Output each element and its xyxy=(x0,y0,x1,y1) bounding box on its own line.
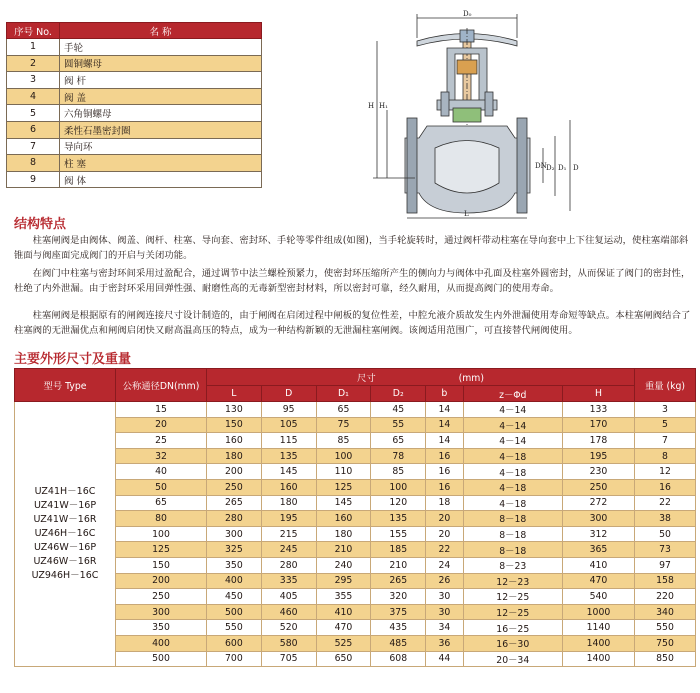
header-size-unit: (mm) xyxy=(458,373,484,384)
parts-row xyxy=(7,121,262,138)
subheader-cell: b xyxy=(426,386,464,402)
table-cell: 65 xyxy=(316,402,371,418)
paragraph-1: 柱塞闸阀是由阀体、阀盖、阀杆、柱塞、导向套、密封环、手轮等零件组成(如图)，当手轮旋转时，通过阀杆带动柱塞在导向套中上下往复运动，使柱塞端部斜锥面与阀座面完成阀门的开启与关闭功能。 xyxy=(14,235,689,262)
part-number: 9 xyxy=(7,171,60,188)
table-cell: 30 xyxy=(426,604,464,620)
table-cell: 405 xyxy=(261,589,316,605)
header-model: 型号 Type xyxy=(15,369,116,402)
table-cell: 250 xyxy=(116,589,207,605)
table-row xyxy=(15,448,696,464)
table-cell: 120 xyxy=(371,495,426,511)
table-cell: 130 xyxy=(207,402,262,418)
table-cell: 550 xyxy=(635,620,696,636)
parts-header-name: 名 称 xyxy=(60,23,262,39)
table-cell: 40 xyxy=(116,464,207,480)
table-row xyxy=(15,635,696,651)
part-name: 手轮 xyxy=(60,39,262,56)
table-cell: 22 xyxy=(635,495,696,511)
table-cell: 12－25 xyxy=(463,589,562,605)
table-cell: 525 xyxy=(316,635,371,651)
part-number: 7 xyxy=(7,138,60,155)
table-cell: 540 xyxy=(562,589,634,605)
subheader-cell: H xyxy=(562,386,634,402)
part-name: 导向环 xyxy=(60,138,262,155)
table-cell: 300 xyxy=(562,511,634,527)
table-cell: 265 xyxy=(207,495,262,511)
model-line: UZ41W－16R xyxy=(33,514,97,526)
table-cell: 150 xyxy=(207,417,262,433)
table-cell: 16 xyxy=(426,479,464,495)
dimensions-heading: 主要外形尺寸及重量 xyxy=(14,352,132,367)
table-cell: 230 xyxy=(562,464,634,480)
parts-header-no: 序号 No. xyxy=(7,23,60,39)
table-cell: 16－30 xyxy=(463,635,562,651)
table-cell: 750 xyxy=(635,635,696,651)
parts-row xyxy=(7,55,262,72)
parts-row xyxy=(7,138,262,155)
parts-table xyxy=(6,22,262,188)
table-cell: 272 xyxy=(562,495,634,511)
table-cell: 7 xyxy=(635,433,696,449)
table-cell: 18 xyxy=(426,495,464,511)
table-cell: 410 xyxy=(562,557,634,573)
table-cell: 8－18 xyxy=(463,511,562,527)
table-cell: 300 xyxy=(116,604,207,620)
table-cell: 115 xyxy=(261,433,316,449)
table-cell: 25 xyxy=(116,433,207,449)
parts-row xyxy=(7,72,262,89)
header-size-label: 尺寸 xyxy=(357,373,376,384)
table-cell: 375 xyxy=(371,604,426,620)
table-cell: 16 xyxy=(426,448,464,464)
table-cell: 195 xyxy=(261,511,316,527)
table-cell: 850 xyxy=(635,651,696,667)
table-cell: 435 xyxy=(371,620,426,636)
table-cell: 160 xyxy=(316,511,371,527)
table-cell: 245 xyxy=(261,542,316,558)
table-cell: 8－23 xyxy=(463,557,562,573)
table-cell: 200 xyxy=(116,573,207,589)
subheader-cell: D₁ xyxy=(316,386,371,402)
table-cell: 160 xyxy=(261,479,316,495)
table-cell: 20 xyxy=(426,511,464,527)
table-cell: 50 xyxy=(116,479,207,495)
table-cell: 12 xyxy=(635,464,696,480)
subheader-cell: L xyxy=(207,386,262,402)
label-d1: D₁ xyxy=(558,164,567,172)
table-cell: 320 xyxy=(371,589,426,605)
table-cell: 65 xyxy=(116,495,207,511)
table-cell: 45 xyxy=(371,402,426,418)
table-cell: 32 xyxy=(116,448,207,464)
table-cell: 8－18 xyxy=(463,526,562,542)
table-cell: 133 xyxy=(562,402,634,418)
model-line: UZ46H－16C xyxy=(34,528,96,540)
table-cell: 12－25 xyxy=(463,604,562,620)
parts-row xyxy=(7,88,262,105)
parts-row xyxy=(7,105,262,122)
table-cell: 100 xyxy=(316,448,371,464)
table-cell: 14 xyxy=(426,417,464,433)
part-number: 5 xyxy=(7,105,60,122)
valve-drawing xyxy=(365,8,590,220)
paragraph-2: 在阀门中柱塞与密封环间采用过盈配合，通过调节中法兰螺栓预紧力，使密封环压缩所产生的侧向力与阀体中孔面及柱塞外圆密封，从而保证了阀门的密封性，杜绝了内外泄漏。由于密封环采用回弹性强、耐磨性高的无毒新型密封材料，所以密封可靠，经久耐用，从而提高阀门的使用寿命。 xyxy=(14,268,691,295)
table-cell: 470 xyxy=(562,573,634,589)
table-cell: 460 xyxy=(261,604,316,620)
parts-row xyxy=(7,155,262,172)
table-cell: 14 xyxy=(426,433,464,449)
table-cell: 155 xyxy=(371,526,426,542)
table-cell: 8 xyxy=(635,448,696,464)
table-cell: 100 xyxy=(116,526,207,542)
table-cell: 22 xyxy=(426,542,464,558)
model-line: UZ41W－16P xyxy=(33,500,97,512)
table-cell: 4－18 xyxy=(463,479,562,495)
table-cell: 485 xyxy=(371,635,426,651)
part-number: 6 xyxy=(7,121,60,138)
structure-heading: 结构特点 xyxy=(14,217,67,232)
table-cell: 8－18 xyxy=(463,542,562,558)
table-cell: 135 xyxy=(371,511,426,527)
table-cell: 350 xyxy=(207,557,262,573)
label-h1: H₁ xyxy=(379,102,388,110)
table-cell: 4－18 xyxy=(463,495,562,511)
table-cell: 158 xyxy=(635,573,696,589)
table-cell: 365 xyxy=(562,542,634,558)
subheader-cell: D xyxy=(261,386,316,402)
table-cell: 65 xyxy=(371,433,426,449)
part-name: 阀 杆 xyxy=(60,72,262,89)
table-cell: 295 xyxy=(316,573,371,589)
label-dn: DN xyxy=(535,162,547,170)
part-number: 1 xyxy=(7,39,60,56)
table-cell: 75 xyxy=(316,417,371,433)
subheader-cell: z－Φd xyxy=(463,386,562,402)
table-cell: 4－14 xyxy=(463,417,562,433)
table-cell: 195 xyxy=(562,448,634,464)
table-cell: 608 xyxy=(371,651,426,667)
table-row xyxy=(15,433,696,449)
table-cell: 1400 xyxy=(562,635,634,651)
table-cell: 500 xyxy=(207,604,262,620)
table-cell: 325 xyxy=(207,542,262,558)
label-l: L xyxy=(464,210,469,218)
table-cell: 650 xyxy=(316,651,371,667)
table-cell: 85 xyxy=(371,464,426,480)
table-row xyxy=(15,495,696,511)
table-cell: 78 xyxy=(371,448,426,464)
label-h: H xyxy=(368,102,375,110)
table-cell: 30 xyxy=(426,589,464,605)
part-number: 2 xyxy=(7,55,60,72)
table-row xyxy=(15,542,696,558)
table-row xyxy=(15,402,696,418)
table-cell: 550 xyxy=(207,620,262,636)
table-cell: 350 xyxy=(116,620,207,636)
table-cell: 340 xyxy=(635,604,696,620)
table-cell: 400 xyxy=(207,573,262,589)
table-cell: 4－18 xyxy=(463,448,562,464)
table-cell: 180 xyxy=(316,526,371,542)
table-cell: 14 xyxy=(426,402,464,418)
table-cell: 73 xyxy=(635,542,696,558)
model-line: UZ41H－16C xyxy=(34,486,96,498)
table-cell: 185 xyxy=(371,542,426,558)
model-line: UZ46W－16R xyxy=(33,556,97,568)
header-weight: 重量 (kg) xyxy=(635,369,696,402)
table-row xyxy=(15,651,696,667)
table-cell: 125 xyxy=(316,479,371,495)
table-cell: 16－25 xyxy=(463,620,562,636)
table-cell: 100 xyxy=(371,479,426,495)
table-cell: 36 xyxy=(426,635,464,651)
table-cell: 1400 xyxy=(562,651,634,667)
table-cell: 355 xyxy=(316,589,371,605)
table-cell: 20 xyxy=(116,417,207,433)
table-cell: 85 xyxy=(316,433,371,449)
table-cell: 600 xyxy=(207,635,262,651)
label-d: D xyxy=(573,164,579,172)
table-cell: 400 xyxy=(116,635,207,651)
table-row xyxy=(15,511,696,527)
part-name: 柱 塞 xyxy=(60,155,262,172)
table-cell: 1000 xyxy=(562,604,634,620)
table-cell: 44 xyxy=(426,651,464,667)
table-cell: 280 xyxy=(261,557,316,573)
table-cell: 265 xyxy=(371,573,426,589)
part-number: 8 xyxy=(7,155,60,172)
table-row xyxy=(15,589,696,605)
table-cell: 500 xyxy=(116,651,207,667)
table-cell: 160 xyxy=(207,433,262,449)
table-row xyxy=(15,417,696,433)
table-cell: 580 xyxy=(261,635,316,651)
parts-row xyxy=(7,171,262,188)
table-cell: 220 xyxy=(635,589,696,605)
model-line: UZ946H－16C xyxy=(31,570,99,582)
table-cell: 1140 xyxy=(562,620,634,636)
table-cell: 180 xyxy=(207,448,262,464)
table-cell: 97 xyxy=(635,557,696,573)
table-row xyxy=(15,479,696,495)
label-d0: D₀ xyxy=(463,10,472,18)
table-cell: 110 xyxy=(316,464,371,480)
table-cell: 145 xyxy=(316,495,371,511)
table-cell: 280 xyxy=(207,511,262,527)
table-cell: 410 xyxy=(316,604,371,620)
table-cell: 312 xyxy=(562,526,634,542)
table-cell: 3 xyxy=(635,402,696,418)
table-cell: 38 xyxy=(635,511,696,527)
table-row xyxy=(15,604,696,620)
table-cell: 705 xyxy=(261,651,316,667)
table-cell: 55 xyxy=(371,417,426,433)
header-size xyxy=(207,369,635,386)
table-cell: 95 xyxy=(261,402,316,418)
table-row xyxy=(15,557,696,573)
model-list xyxy=(15,402,116,667)
table-cell: 16 xyxy=(426,464,464,480)
part-name: 柔性石墨密封圈 xyxy=(60,121,262,138)
part-number: 3 xyxy=(7,72,60,89)
table-cell: 335 xyxy=(261,573,316,589)
table-cell: 50 xyxy=(635,526,696,542)
model-line: UZ46W－16P xyxy=(33,542,97,554)
table-cell: 240 xyxy=(316,557,371,573)
table-row xyxy=(15,464,696,480)
label-d2: D₂ xyxy=(546,164,555,172)
table-cell: 215 xyxy=(261,526,316,542)
table-cell: 20－34 xyxy=(463,651,562,667)
table-cell: 34 xyxy=(426,620,464,636)
part-name: 六角铜螺母 xyxy=(60,105,262,122)
table-row xyxy=(15,620,696,636)
table-cell: 4－14 xyxy=(463,402,562,418)
part-name: 阀 盖 xyxy=(60,88,262,105)
table-cell: 125 xyxy=(116,542,207,558)
part-number: 4 xyxy=(7,88,60,105)
table-cell: 15 xyxy=(116,402,207,418)
table-cell: 26 xyxy=(426,573,464,589)
table-cell: 250 xyxy=(207,479,262,495)
table-cell: 135 xyxy=(261,448,316,464)
table-cell: 145 xyxy=(261,464,316,480)
table-cell: 300 xyxy=(207,526,262,542)
paragraph-3: 柱塞闸阀是根据原有的闸阀连接尺寸设计制造的，由于闸阀在启闭过程中闸板的复位性差，中腔允液介质故发生内外泄漏使用寿命短等缺点。本柱塞闸阀结合了柱塞阀的无泄漏优点和闸阀启闭快又耐高温高压的特点，成为一种结构新颖的无泄漏柱塞闸阀。该阀适用范围广，可直接替代闸阀使用。 xyxy=(14,310,691,337)
table-cell: 450 xyxy=(207,589,262,605)
table-cell: 180 xyxy=(261,495,316,511)
dimensions-table xyxy=(14,368,696,667)
table-cell: 210 xyxy=(371,557,426,573)
part-name: 阀 体 xyxy=(60,171,262,188)
table-cell: 80 xyxy=(116,511,207,527)
table-cell: 200 xyxy=(207,464,262,480)
table-cell: 4－18 xyxy=(463,464,562,480)
table-cell: 178 xyxy=(562,433,634,449)
table-cell: 105 xyxy=(261,417,316,433)
subheader-cell: D₂ xyxy=(371,386,426,402)
table-cell: 470 xyxy=(316,620,371,636)
table-cell: 150 xyxy=(116,557,207,573)
header-dn: 公称通径DN(mm) xyxy=(116,369,207,402)
table-cell: 210 xyxy=(316,542,371,558)
table-cell: 12－23 xyxy=(463,573,562,589)
table-cell: 170 xyxy=(562,417,634,433)
table-cell: 520 xyxy=(261,620,316,636)
table-row xyxy=(15,526,696,542)
table-cell: 20 xyxy=(426,526,464,542)
parts-row xyxy=(7,39,262,56)
table-cell: 24 xyxy=(426,557,464,573)
table-cell: 4－14 xyxy=(463,433,562,449)
table-cell: 5 xyxy=(635,417,696,433)
table-cell: 250 xyxy=(562,479,634,495)
table-row xyxy=(15,573,696,589)
table-cell: 700 xyxy=(207,651,262,667)
part-name: 圆铜螺母 xyxy=(60,55,262,72)
table-cell: 16 xyxy=(635,479,696,495)
